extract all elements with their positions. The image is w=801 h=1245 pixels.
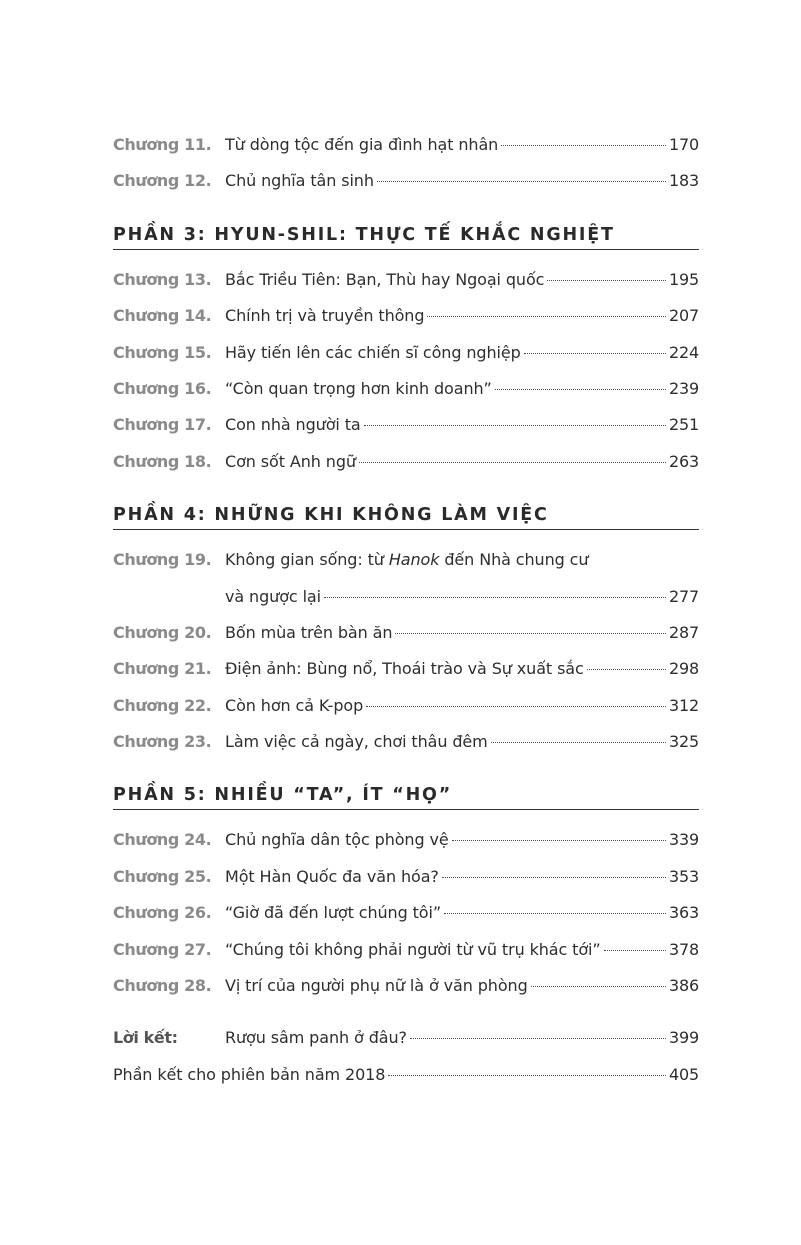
chapter-label: Chương 19. [113, 550, 212, 570]
toc-entry-chapter-12 [113, 163, 699, 199]
chapter-title: Chính trị và truyền thông [225, 306, 425, 326]
page-number: 207 [669, 306, 699, 326]
part-heading-5: PHẦN 5: NHIỀU “TA”, ÍT “HỌ” [113, 782, 699, 810]
page-number: 378 [669, 939, 699, 959]
toc-entry-chapter-17 [113, 407, 699, 443]
chapter-label: Chương 18. [113, 451, 212, 471]
page-number: 239 [669, 378, 699, 398]
page-number: 298 [669, 659, 699, 679]
chapter-title: Bắc Triều Tiên: Bạn, Thù hay Ngoại quốc [225, 269, 545, 289]
chapter-title-part: đến Nhà chung cư [439, 550, 589, 570]
chapter-label: Chương 11. [113, 135, 212, 154]
dot-leader [491, 742, 666, 743]
chapter-label: Chương 17. [113, 415, 212, 435]
dot-leader [587, 669, 666, 670]
chapter-title: Chủ nghĩa tân sinh [225, 171, 374, 191]
page-number: 386 [669, 976, 699, 996]
chapter-title: Từ dòng tộc đến gia đình hạt nhân [225, 135, 499, 154]
table-of-contents [113, 127, 699, 1093]
chapter-label: Chương 25. [113, 866, 212, 886]
page-number: 277 [669, 586, 699, 606]
chapter-title: “Còn quan trọng hơn kinh doanh” [225, 378, 492, 398]
toc-entry-chapter-19-continued [113, 579, 699, 615]
chapter-label: Chương 15. [113, 342, 212, 362]
toc-entry-chapter-28 [113, 968, 699, 1004]
toc-entry-chapter-11 [113, 127, 699, 163]
chapter-title: Chủ nghĩa dân tộc phòng vệ [225, 830, 449, 850]
page-number: 339 [669, 830, 699, 850]
chapter-title: “Chúng tôi không phải người từ vũ trụ khác tới” [225, 939, 601, 959]
part-heading-4: PHẦN 4: NHỮNG KHI KHÔNG LÀM VIỆC [113, 502, 699, 530]
page-number: 312 [669, 695, 699, 715]
chapter-title-line2: và ngược lại [225, 586, 321, 606]
chapter-label: Chương 26. [113, 903, 212, 923]
dot-leader [444, 913, 666, 914]
dot-leader [388, 1075, 666, 1076]
toc-entry-chapter-19 [113, 542, 699, 578]
chapter-label: Chương 13. [113, 269, 212, 289]
afterword-title: Phần kết cho phiên bản năm 2018 [113, 1064, 386, 1084]
dot-leader [324, 597, 666, 598]
chapter-title: Con nhà người ta [225, 415, 361, 435]
page-number: 224 [669, 342, 699, 362]
toc-entry-chapter-24 [113, 822, 699, 858]
part-heading-3: PHẦN 3: HYUN-SHIL: THỰC TẾ KHẮC NGHIỆT [113, 222, 699, 250]
chapter-label: Chương 12. [113, 171, 212, 191]
dot-leader [531, 986, 666, 987]
chapter-label: Chương 23. [113, 732, 212, 752]
toc-entry-chapter-14 [113, 298, 699, 334]
chapter-title-emphasis: Hanok [388, 550, 440, 570]
toc-entry-closing [113, 1020, 699, 1056]
page-number: 170 [669, 135, 699, 154]
toc-entry-chapter-18 [113, 444, 699, 480]
chapter-label: Chương 20. [113, 622, 212, 642]
chapter-label: Chương 22. [113, 695, 212, 715]
dot-leader [442, 877, 666, 878]
chapter-label: Chương 14. [113, 306, 212, 326]
toc-entry-chapter-15 [113, 335, 699, 371]
dot-leader [366, 706, 666, 707]
chapter-title-part: Không gian sống: từ [225, 550, 389, 570]
page-number: 287 [669, 622, 699, 642]
chapter-title: Còn hơn cả K-pop [225, 695, 364, 715]
dot-leader [524, 353, 666, 354]
chapter-label: Chương 28. [113, 976, 212, 996]
closing-label: Lời kết: [113, 1028, 178, 1048]
chapter-title: Làm việc cả ngày, chơi thâu đêm [225, 732, 488, 752]
chapter-title: Hãy tiến lên các chiến sĩ công nghiệp [225, 342, 521, 362]
page-number: 325 [669, 732, 699, 752]
dot-leader [359, 462, 666, 463]
dot-leader [501, 145, 666, 146]
chapter-label: Chương 27. [113, 939, 212, 959]
page-number: 263 [669, 451, 699, 471]
page-number: 251 [669, 415, 699, 435]
toc-entry-chapter-16 [113, 371, 699, 407]
chapter-title: Bốn mùa trên bàn ăn [225, 622, 393, 642]
toc-entry-afterword [113, 1057, 699, 1093]
dot-leader [427, 316, 666, 317]
dot-leader [395, 633, 666, 634]
page-number: 195 [669, 269, 699, 289]
chapter-title: “Giờ đã đến lượt chúng tôi” [225, 903, 442, 923]
toc-entry-chapter-25 [113, 859, 699, 895]
toc-entry-chapter-26 [113, 895, 699, 931]
chapter-title: Điện ảnh: Bùng nổ, Thoái trào và Sự xuất sắc [225, 659, 584, 679]
dot-leader [410, 1038, 666, 1039]
chapter-title: Một Hàn Quốc đa văn hóa? [225, 866, 439, 886]
chapter-title: Cơn sốt Anh ngữ [225, 451, 356, 471]
page-number: 353 [669, 866, 699, 886]
dot-leader [364, 425, 666, 426]
dot-leader [377, 181, 666, 182]
toc-entry-chapter-23 [113, 724, 699, 760]
dot-leader [604, 950, 666, 951]
toc-entry-chapter-13 [113, 262, 699, 298]
dot-leader [452, 840, 666, 841]
chapter-title [225, 542, 588, 578]
toc-entry-chapter-27 [113, 932, 699, 968]
toc-entry-chapter-21 [113, 651, 699, 687]
chapter-label: Chương 24. [113, 830, 212, 850]
closing-title: Rượu sâm panh ở đâu? [225, 1028, 407, 1048]
page-number: 405 [669, 1064, 699, 1084]
chapter-title: Vị trí của người phụ nữ là ở văn phòng [225, 976, 528, 996]
spacer [113, 1004, 699, 1020]
page-number: 363 [669, 903, 699, 923]
page-number: 399 [669, 1028, 699, 1048]
page-number: 183 [669, 171, 699, 191]
chapter-label: Chương 16. [113, 378, 212, 398]
toc-entry-chapter-22 [113, 688, 699, 724]
chapter-label: Chương 21. [113, 659, 212, 679]
toc-entry-chapter-20 [113, 615, 699, 651]
dot-leader [495, 389, 666, 390]
dot-leader [547, 280, 666, 281]
